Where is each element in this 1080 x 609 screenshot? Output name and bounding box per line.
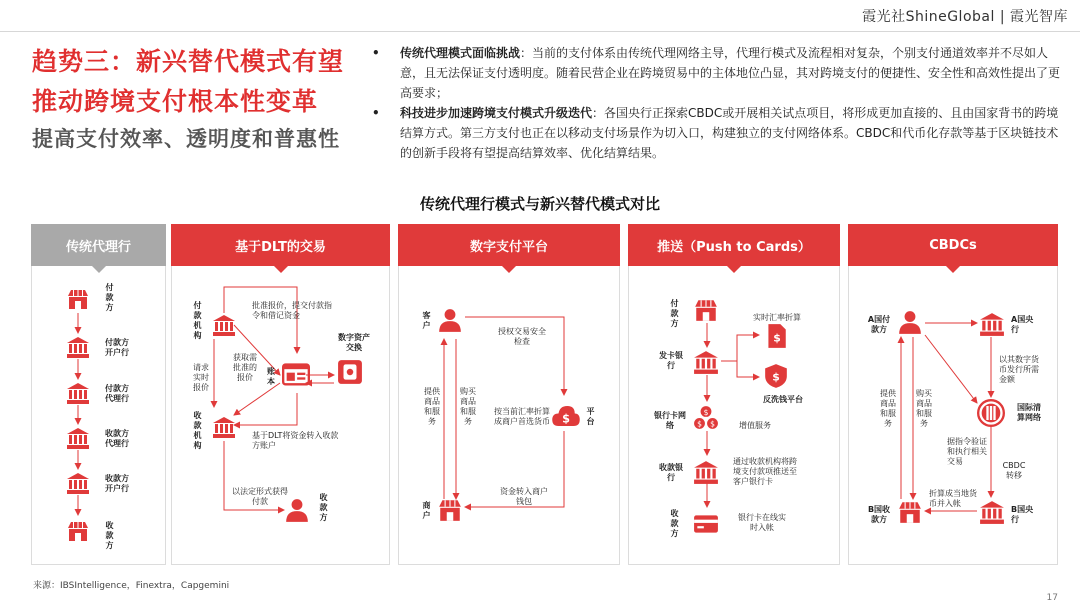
dlt-note-quote: 批准报价，提交付款指令和借记资金 bbox=[252, 301, 332, 320]
cbdc-note-buy: 购买商品和服务 bbox=[916, 389, 932, 428]
store-icon bbox=[693, 297, 719, 323]
ledger-screen-icon bbox=[282, 361, 310, 389]
cbdc-a-payer-label: A国付款方 bbox=[867, 315, 891, 334]
bullet-dot: • bbox=[372, 46, 380, 60]
platform-note-rate: 按当前汇率折算成商户首选货币 bbox=[494, 407, 550, 426]
bank-icon bbox=[979, 499, 1005, 525]
platform-note-auth: 授权交易安全检查 bbox=[498, 327, 546, 346]
cbdc-note-transfer: CBDC转移 bbox=[1002, 461, 1026, 480]
bank-icon bbox=[66, 335, 90, 359]
bullet-lead: 科技进步加速跨境支付模式升级迭代 bbox=[400, 106, 593, 120]
platform-merchant-label: 商户 bbox=[422, 501, 431, 520]
comparison-title: 传统代理行模式与新兴替代模式对比 bbox=[419, 195, 660, 213]
bullet-item bbox=[370, 43, 1068, 103]
dlt-note-get: 获取需批准的报价 bbox=[233, 353, 257, 382]
cbdc-b-bank-label: B国央行 bbox=[1011, 505, 1034, 524]
bank-icon bbox=[66, 426, 90, 450]
dlt-note-convert: 基于DLT将资金转入收款方账户 bbox=[252, 431, 339, 450]
cbdc-b-payee-label: B国收款方 bbox=[867, 505, 891, 524]
dlt-payee-org-label: 收款机构 bbox=[193, 411, 202, 450]
traditional-flow-arrows bbox=[32, 225, 167, 566]
card-cbdc bbox=[848, 224, 1058, 565]
push-note-aml: 反洗钱平台 bbox=[763, 395, 803, 404]
card-push bbox=[628, 224, 840, 565]
dlt-payer-org-label: 付款机构 bbox=[193, 301, 202, 340]
push-issuer-label: 发卡银行 bbox=[659, 351, 683, 370]
brand-logo-text: 霞光社ShineGlobal | 霞光智库 bbox=[862, 9, 1068, 25]
bullet-item bbox=[370, 103, 1068, 163]
push-payer-label: 付款方 bbox=[670, 299, 679, 328]
store-icon bbox=[437, 497, 463, 523]
trad-node-payee-bank: 收款方开户行 bbox=[105, 474, 129, 493]
platform-platform-label: 平台 bbox=[586, 407, 595, 426]
card-platform-header: 数字支付平台 bbox=[398, 224, 620, 266]
push-network-label: 银行卡网络 bbox=[654, 411, 686, 430]
card-dlt-header: 基于DLT的交易 bbox=[171, 224, 390, 266]
store-icon bbox=[897, 499, 923, 525]
dlt-flow-arrows bbox=[172, 225, 391, 566]
bullet-text: ：各国央行正探索CBDC或开展相关试点项目，将形成更加直接的、且由国家背书的跨境结算方式。第三方支付也正在以移动支付场景作为切入口，构建独立的支付网络体系。CBDC和代币化存款等基于区块链技术的创新手段将有望提高结算效率、优化结算结果。 bbox=[400, 106, 1059, 160]
trad-node-payer-agent: 付款方代理行 bbox=[105, 384, 129, 403]
card-traditional-header: 传统代理行 bbox=[31, 224, 166, 266]
trad-node-payee-agent: 收款方代理行 bbox=[105, 429, 129, 448]
bank-icon bbox=[212, 313, 236, 337]
card-dlt bbox=[171, 224, 390, 565]
dlt-ledger-label: 账本 bbox=[267, 367, 275, 386]
cbdc-note-currency: 以其数字货币发行所需金额 bbox=[999, 355, 1039, 384]
platform-note-transfer: 资金转入商户钱包 bbox=[500, 487, 548, 506]
trad-node-payee: 收款方 bbox=[105, 521, 114, 550]
bullet-list bbox=[370, 43, 1068, 163]
cbdc-note-local: 折算成当地货币并入帐 bbox=[929, 489, 977, 508]
card-traditional bbox=[31, 224, 166, 565]
cbdc-note-settle: 据指令验证和执行相关交易 bbox=[947, 437, 987, 466]
platform-note-buy: 购买商品和服务 bbox=[460, 387, 476, 426]
bank-icon bbox=[693, 349, 719, 375]
bank-icon bbox=[66, 381, 90, 405]
bullet-lead: 传统代理模式面临挑战 bbox=[400, 46, 521, 60]
dlt-exchange-label: 数字资产交换 bbox=[338, 333, 370, 352]
bank-icon bbox=[979, 311, 1005, 337]
trad-node-payer-bank: 付款方开户行 bbox=[105, 338, 129, 357]
bank-icon bbox=[693, 459, 719, 485]
bullet-dot: • bbox=[372, 106, 380, 120]
trad-node-payer: 付款方 bbox=[105, 283, 114, 312]
credit-card-icon bbox=[693, 511, 719, 537]
source-note: 来源：IBSIntelligence，Finextra，Capgemini bbox=[33, 581, 230, 591]
globe-network-icon bbox=[977, 399, 1005, 427]
document-dollar-icon bbox=[763, 323, 789, 349]
dlt-payee-label: 收款方 bbox=[319, 493, 328, 522]
push-receiver-org-label: 收款银行 bbox=[659, 463, 683, 482]
platform-note-provide: 提供商品和服务 bbox=[424, 387, 440, 426]
coins-icon bbox=[693, 405, 719, 431]
cloud-payment-icon bbox=[551, 401, 581, 431]
store-icon bbox=[66, 519, 90, 543]
card-platform bbox=[398, 224, 620, 565]
push-payee-label: 收款方 bbox=[670, 509, 679, 538]
header-divider bbox=[0, 31, 1080, 32]
dlt-note-request: 请求实时报价 bbox=[193, 363, 209, 392]
card-push-header: 推送（Push to Cards） bbox=[628, 224, 840, 266]
bullet-text: ：当前的支付体系由传统代理网络主导，代理行模式及流程相对复杂，个别支付通道效率并不尽如人意，且无法保证支付透明度。随着民营企业在跨境贸易中的主体地位凸显，其对跨境支付的便捷性、安全性和高效性提出了更高要求； bbox=[400, 46, 1061, 100]
cbdc-a-bank-label: A国央行 bbox=[1011, 315, 1034, 334]
slide-title-line1: 趋势三：新兴替代模式有望 bbox=[32, 47, 345, 76]
slide-title-line2: 推动跨境支付根本性变革 bbox=[32, 87, 319, 116]
bank-icon bbox=[212, 415, 236, 439]
person-icon bbox=[437, 307, 463, 333]
dlt-note-legal: 以法定形式获得付款 bbox=[232, 487, 288, 506]
push-note-card: 银行卡在线实时入帐 bbox=[738, 513, 786, 532]
bank-icon bbox=[66, 471, 90, 495]
push-note-fx: 实时汇率折算 bbox=[753, 313, 801, 322]
slide-subtitle: 提高支付效率、透明度和普惠性 bbox=[32, 127, 340, 151]
push-note-notify: 通过收款机构将跨境支付款项推送至客户银行卡 bbox=[733, 457, 797, 486]
person-icon bbox=[897, 309, 923, 335]
shield-dollar-icon bbox=[763, 363, 789, 389]
person-icon bbox=[284, 497, 310, 523]
platform-customer-label: 客户 bbox=[422, 311, 431, 330]
card-cbdc-header: CBDCs bbox=[848, 224, 1058, 266]
push-note-value: 增值服务 bbox=[739, 421, 771, 430]
exchange-icon bbox=[337, 359, 363, 385]
cbdc-note-provide: 提供商品和服务 bbox=[880, 389, 896, 428]
store-icon bbox=[66, 287, 90, 311]
cbdc-network-label: 国际清算网络 bbox=[1017, 403, 1041, 422]
page-number: 17 bbox=[1046, 593, 1058, 603]
